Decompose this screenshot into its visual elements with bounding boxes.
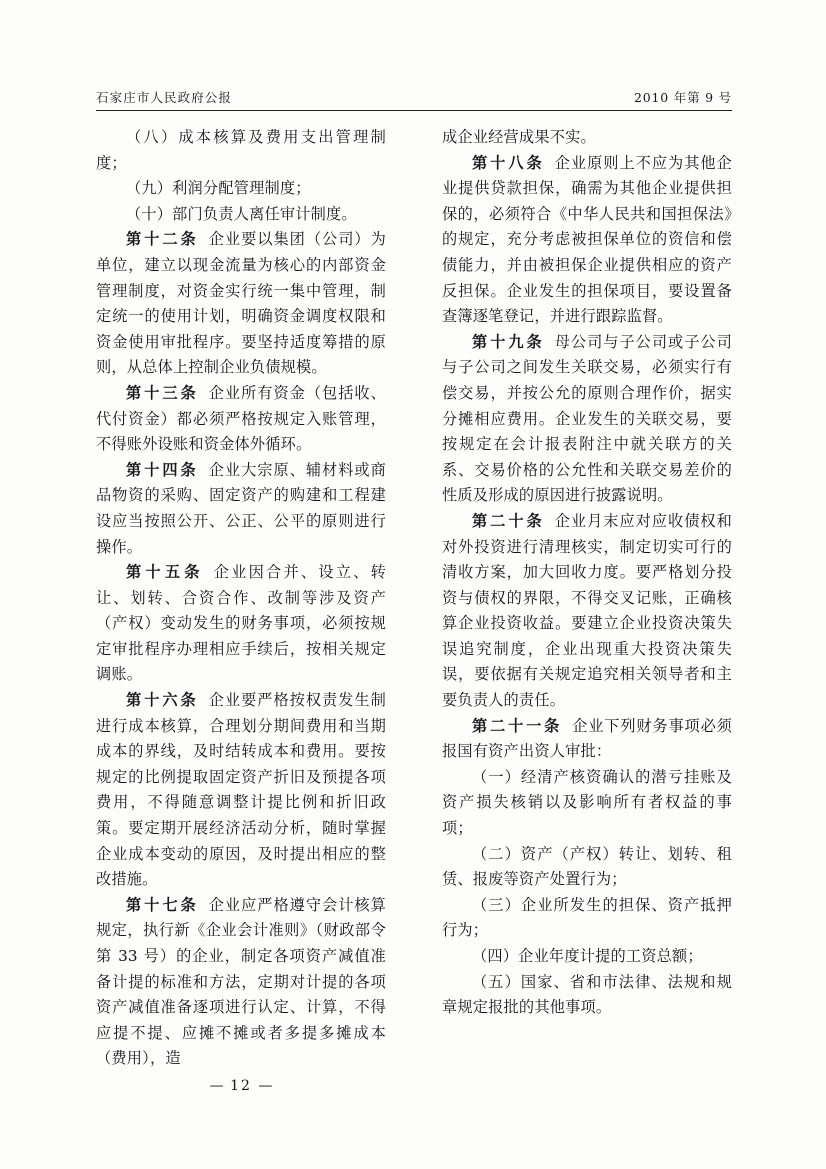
article-number: 第十二条	[126, 230, 199, 249]
article-text: 企业要严格按权责发生制进行成本核算，合理划分期间费用和当期成本的界线，及时结转成本和费用。要按规定的比例提取固定资产折旧及预提各项费用，不得随意调整计提比例和折旧政策。要定期开展经济活动分析，随时掌握企业成本变动的原因，及时提出相应的整改措施。	[96, 691, 386, 889]
article-paragraph	[96, 227, 386, 381]
article-number: 第十九条	[472, 332, 545, 351]
article-text: 企业大宗原、辅材料或商品物资的采购、固定资产的购建和工程建设应当按照公开、公正、公平的原则进行操作。	[96, 460, 386, 556]
article-paragraph	[442, 330, 732, 509]
article-text: 企业应严格遵守会计核算规定，执行新《企业会计准则》（财政部令第 33 号）的企业，制定各项资产减值准备计提的标准和方法，定期对计提的各项资产减值准备逐项进行认定、计算，不得应提不提、应摊不摊或者多提多摊成本（费用），造	[96, 895, 386, 1068]
list-item: （三）企业所发生的担保、资产抵押行为；	[442, 895, 732, 940]
two-column-body	[96, 125, 732, 1068]
article-paragraph	[96, 893, 386, 1072]
article-number: 第十四条	[126, 460, 199, 479]
list-item: （八）成本核算及费用支出管理制度；	[96, 128, 386, 172]
page-sheet	[96, 88, 732, 1088]
list-item: （十）部门负责人离任审计制度。	[126, 204, 357, 223]
article-text: 企业下列财务事项必须报国有资产出资人审批：	[442, 716, 732, 761]
page-number: 12	[230, 1078, 252, 1094]
list-item: （四）企业年度计提的工资总额；	[472, 947, 703, 965]
article-text: 企业要以集团（公司）为单位，建立以现金流量为核心的内部资金管理制度，对资金实行统一集中管理，制定统一的使用计划，明确资金调度权限和资金使用审批程序。要坚持适度筹措的原则，从总体上控制企业负债规模。	[96, 230, 386, 377]
article-paragraph	[96, 560, 386, 688]
article-paragraph	[442, 151, 732, 330]
article-number: 第十三条	[126, 383, 199, 402]
article-paragraph	[96, 381, 386, 458]
footer-dash-right: —	[258, 1078, 273, 1094]
article-number: 第十八条	[472, 153, 545, 172]
right-column	[442, 125, 732, 1055]
article-paragraph	[96, 688, 386, 893]
list-item: （五）国家、省和市法律、法规和规章规定报批的其他事项。	[442, 972, 732, 1017]
list-item: （一）经清产核资确认的潜亏挂账及资产损失核销以及影响所有者权益的事项；	[442, 767, 732, 838]
article-text: 企业所有资金（包括收、代付资金）都必须严格按规定入账管理，不得账外设账和资金体外循环。	[96, 383, 386, 454]
article-number: 第二十条	[472, 511, 545, 530]
running-header	[96, 88, 732, 111]
article-number: 第十六条	[126, 691, 199, 710]
article-number: 第二十一条	[472, 716, 563, 735]
continued-paragraph: 成企业经营成果不实。	[442, 128, 596, 146]
article-number: 第十五条	[126, 563, 204, 582]
page-footer	[96, 1078, 386, 1094]
left-column	[96, 125, 386, 1068]
footer-dash-left: —	[209, 1078, 224, 1094]
article-text: 母公司与子公司或子公司与子公司之间发生关联交易，必须实行有偿交易，并按公允的原则合理作价，据实分摊相应费用。企业发生的关联交易，要按规定在会计报表附注中就关联方的关系、交易价格的公允性和关联交易差价的性质及形成的原因进行披露说明。	[442, 332, 732, 505]
article-paragraph	[442, 714, 732, 765]
article-number: 第十七条	[126, 895, 199, 914]
issue-number: 2010 年第 9 号	[634, 90, 732, 105]
list-item: （九）利润分配管理制度；	[126, 179, 311, 198]
article-text: 企业原则上不应为其他企业提供贷款担保，确需为其他企业提供担保的，必须符合《中华人民共和国担保法》的规定，充分考虑被担保单位的资信和偿债能力，并由被担保企业提供相应的资产反担保。企业发生的担保项目，要设置备查簿逐笔登记，并进行跟踪监督。	[442, 153, 732, 326]
publication-title: 石家庄市人民政府公报	[96, 90, 233, 105]
article-text: 企业因合并、设立、转让、划转、合资合作、改制等涉及资产（产权）变动发生的财务事项，必须按规定审批程序办理相应手续后，按相关规定调账。	[96, 563, 386, 684]
article-text: 企业月末应对应收债权和对外投资进行清理核实，制定切实可行的清收方案，加大回收力度。要严格划分投资与债权的界限，不得交叉记账，正确核算企业投资收益。要建立企业投资决策失误追究制度，企业出现重大投资决策失误，要依据有关规定追究相关领导者和主要负责人的责任。	[442, 511, 732, 710]
article-paragraph	[96, 458, 386, 560]
article-paragraph	[442, 509, 732, 714]
list-item: （二）资产（产权）转让、划转、租赁、报废等资产处置行为；	[442, 844, 732, 889]
